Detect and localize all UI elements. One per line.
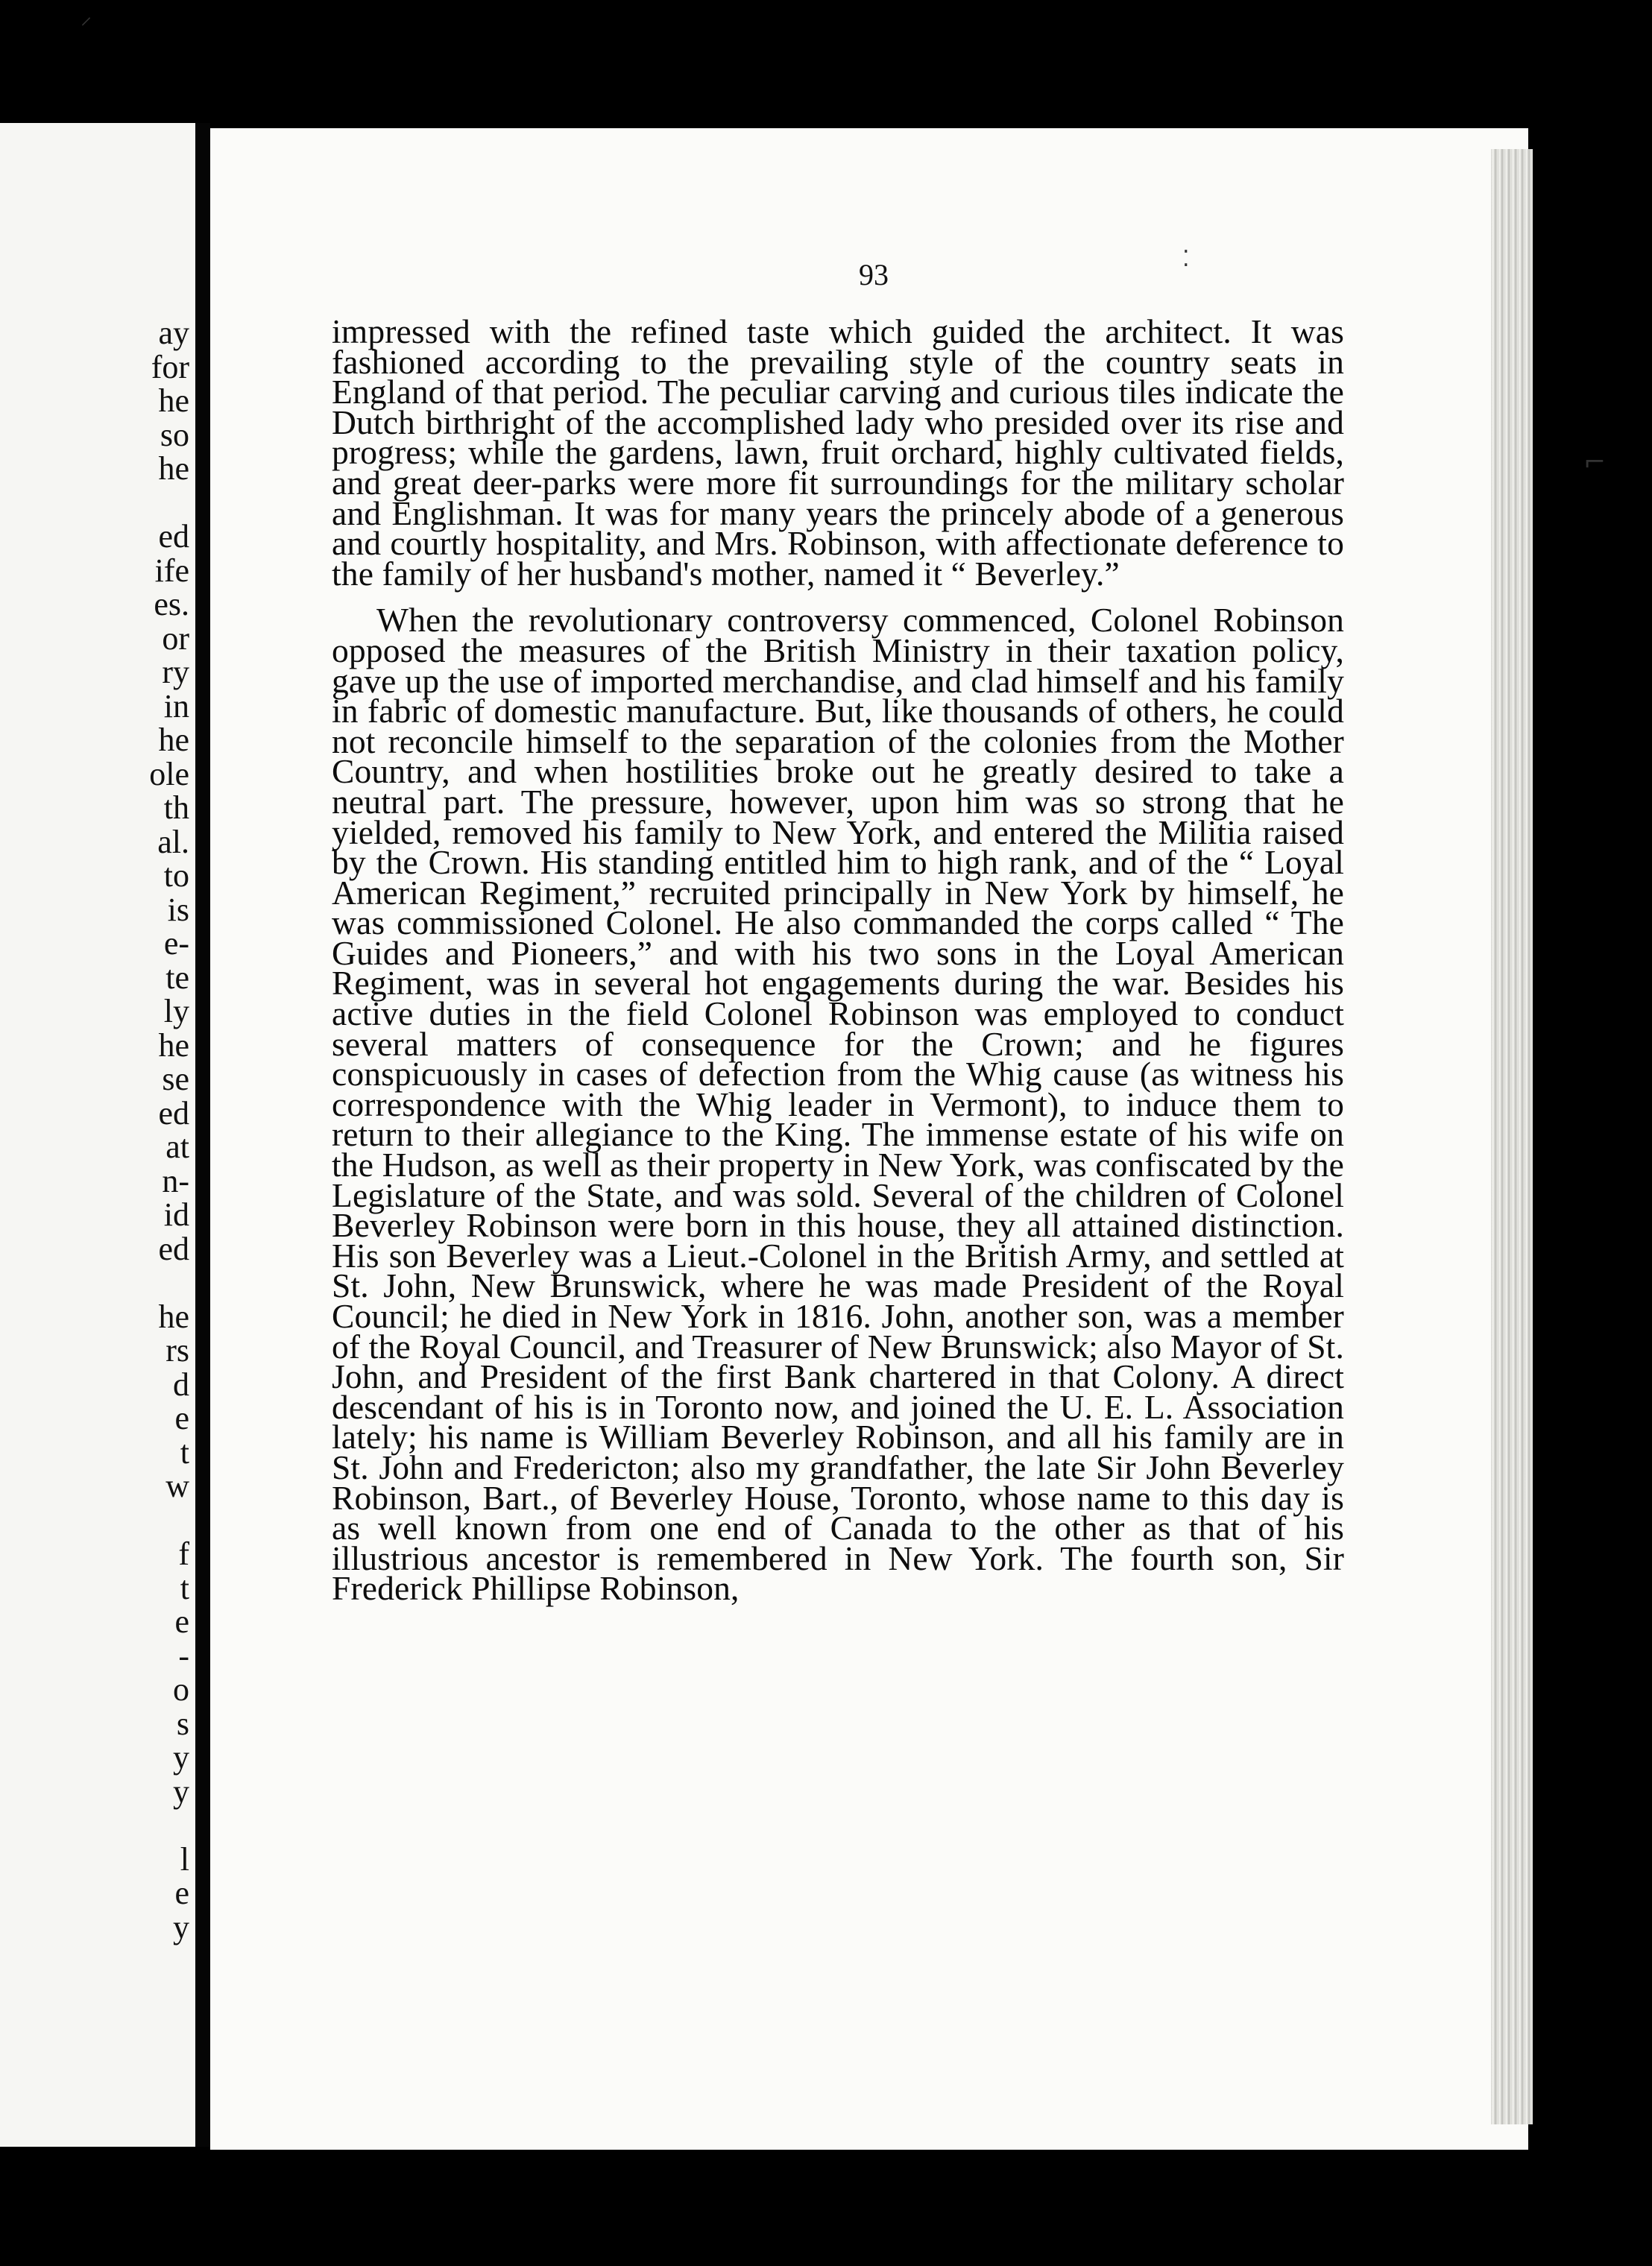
body-text (332, 312, 1344, 1608)
scan-artifact: ⌐ (1583, 447, 1607, 478)
paragraph-revolution: When the revolutionary controversy commenced, Colonel Robinson opposed the measures of the British Ministry in their taxation policy, gave up the use of imported merchandise, and clad himself and his family in fabric of domestic manufacture. But, like thousands of others, he could not reconcile himself to the separation of the colonies from the Mother Country, and when hostilities broke out he greatly desired to take a neutral part. The pressure, however, upon him was so strong that he yielded, removed his family to New York, and entered the Militia raised by the Crown. His standing entitled him to high rank, and of the “ Loyal American Regiment,” recruited principally in New York by himself, he was commissioned Colonel. He also commanded the corps called “ The Guides and Pioneers,” and with his two sons in the Loyal American Regiment, was in several hot engagements during the war. Besides his active duties in the field Colonel Robinson was employed to conduct several matters of consequence for the Crown; and he figures conspicuously in cases of defection from the Whig cause (as witness his correspondence with the Whig leader in Vermont), to induce them to return to their allegiance to the King. The immense estate of his wife on the Hudson, as well as their property in New York, was confiscated by the Legislature of the State, and was sold. Several of the children of Colonel Beverley Robinson were born in this house, they all attained distinction. His son Beverley was a Lieut.-Colonel in the British Army, and settled at St. John, New Brunswick, where he was made President of the Royal Council; he died in New York in 1816. John, another son, was a member of the Royal Council, and Treasurer of New Brunswick; also Mayor of St. John, and President of the first Bank chartered in that Colony. A direct descendant of his is in Toronto now, and joined the U. E. L. Association lately; his name is William Beverley Robinson, and all his family are in St. John and Fredericton; also my grandfather, the late Sir John Beverley Robinson, Bart., of Beverley House, Toronto, whose name to this day is as well known from one end of Canada to the other as that of his illustrious ancestor is remembered in New York. The fourth son, Sir Frederick Phillipse Robinson, (332, 601, 1344, 1608)
facing-page-line-fragment: n- (162, 1162, 189, 1199)
facing-page-line-fragment: rs (165, 1332, 189, 1369)
facing-page-line-fragment: he (158, 382, 189, 419)
facing-page-line-fragment: - (178, 1637, 189, 1674)
facing-page-line-fragment: ay (158, 315, 189, 351)
facing-page-line-fragment: th (163, 789, 189, 826)
facing-page-line-fragment: s (176, 1705, 189, 1742)
facing-page-line-fragment: y (173, 1908, 189, 1945)
facing-page-line-fragment: e (174, 1603, 189, 1640)
facing-page-line-fragment: ed (158, 518, 189, 555)
page-number: 93 (859, 258, 889, 291)
facing-page-line-fragment: ife (154, 552, 189, 589)
facing-page-line-fragment: y (173, 1739, 189, 1776)
facing-page-line-fragment: he (158, 1026, 189, 1064)
page-edges (1491, 149, 1533, 2124)
facing-page-line-fragment: se (162, 1061, 189, 1097)
facing-page-line-fragment: al. (157, 823, 189, 860)
facing-page-line-fragment: f (178, 1536, 189, 1572)
paragraph-continuation: impressed with the refined taste which guided the architect. It was fashioned according to the prevailing style of the country seats in England of that period. The peculiar carving and curious tiles indicate the Dutch birthright of the accomplished lady who presided over its rise and progress; while the gardens, lawn, fruit orchard, highly cultivated fields, and great deer-parks were more fit surroundings for the military scholar and Englishman. It was for many years the princely abode of a generous and courtly hospitality, and Mrs. Robinson, with affectionate deference to the family of her husband's mother, named it “ Beverley.” (332, 312, 1344, 593)
facing-page-line-fragment: w (165, 1468, 189, 1504)
facing-page-line-fragment: to (163, 857, 189, 894)
facing-page-line-fragment: he (158, 1298, 189, 1335)
facing-page-line-fragment: o (173, 1671, 189, 1708)
facing-page-line-fragment: is (167, 891, 189, 928)
scan-artifact: ⁚ (1182, 246, 1190, 272)
facing-page-line-fragment: t (180, 1569, 189, 1606)
facing-page-line-fragment: y (173, 1773, 189, 1810)
facing-page-line-fragment: l (180, 1840, 189, 1878)
facing-page-line-fragment: so (160, 416, 189, 453)
facing-page-line-fragment: es. (154, 586, 189, 622)
facing-page-line-fragment: ry (162, 654, 189, 690)
facing-page-line-fragment: ole (149, 755, 189, 792)
facing-page-line-fragment: e (174, 1875, 189, 1911)
facing-page-line-fragment: d (173, 1366, 189, 1403)
facing-page-line-fragment: ed (158, 1094, 189, 1132)
facing-page-line-fragment: t (180, 1433, 189, 1471)
facing-page-line-fragment: id (163, 1196, 189, 1233)
book-gutter (195, 123, 210, 2147)
facing-page-line-fragment: he (158, 722, 189, 758)
facing-page-line-fragment: ly (163, 993, 189, 1029)
scan-artifact: ⸝ (81, 4, 92, 30)
facing-page-line-fragment: ed (158, 1230, 189, 1267)
facing-page-line-fragment: or (162, 619, 189, 657)
facing-page-line-fragment: in (163, 687, 189, 725)
facing-page-line-fragment: he (158, 450, 189, 487)
facing-page-line-fragment: for (151, 348, 189, 385)
facing-page-line-fragment: at (165, 1129, 189, 1165)
facing-page-line-fragment: e- (163, 925, 189, 962)
facing-page-line-fragment: e (174, 1400, 189, 1436)
facing-page-line-fragment: te (165, 959, 189, 996)
facing-page-left (0, 123, 195, 2147)
